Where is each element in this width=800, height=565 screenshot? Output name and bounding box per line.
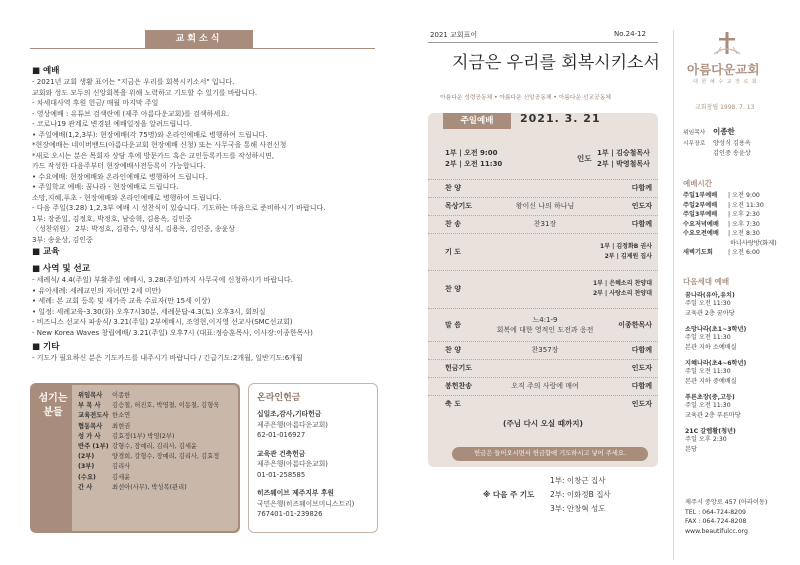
worship-time-row: [683, 229, 777, 239]
closing-note: (주님 다시 오실 때까지): [503, 419, 583, 428]
section-title: ■ 교육: [32, 247, 60, 257]
next-gen-name: 꿈나라(유아,유치): [685, 292, 735, 299]
next-gen-item: [685, 324, 746, 352]
next-gen-line: 본관 지하 소예배실: [685, 343, 737, 351]
news-line: - 영상예배 : 유튜브 검색란에 (제주 아름다운교회)를 검색하세요.: [32, 109, 230, 118]
server-row: [78, 462, 219, 472]
server-names: 김세윤: [112, 473, 131, 481]
server-role: 간 사: [78, 483, 93, 491]
news-line: - 비즈니스 선교사 파송식/ 3.21(주일) 2부예배시, 조영현,이지영 선교사(SMC선교회): [32, 318, 293, 326]
server-row: [78, 422, 219, 432]
next-week-prayer-item: 3부: 안창혁 성도: [550, 504, 606, 513]
denomination: 대 한 예 수 교 장 로 회: [693, 79, 758, 85]
news-line: *새로 오시는 분은 목회자 상담 후에 방문카드 혹은 교인등록카드를 작성하시면,: [32, 151, 275, 160]
next-gen-line: 주일 오후 2:30: [685, 436, 727, 443]
service-times: [445, 148, 502, 170]
news-line: • 세례: 본 교회 등록 및 새가족 교육 수료자(만 15세 이상): [32, 297, 211, 305]
worship-time-name: 주일2부예배: [683, 201, 718, 209]
order-leader-line: 1부 | 은혜소리 찬양대: [592, 280, 652, 287]
server-row: [78, 401, 219, 411]
order-label: 찬 송: [445, 220, 461, 228]
order-leader: [593, 279, 652, 299]
server-row: [78, 483, 219, 493]
slogans: 아름다운 성령공동체 • 아름다운 신앙공동체 • 아름다운 선교공동체: [440, 95, 611, 101]
server-row: [78, 473, 219, 483]
order-label: 찬 양: [445, 346, 461, 354]
news-line: • 수요예배: 현장예배와 온라인예배로 병행하여 드립니다.: [32, 172, 208, 181]
next-gen-list: [685, 290, 746, 460]
order-leader-line: 다함께: [631, 184, 652, 192]
next-gen-title: 다음세대 예배: [683, 277, 730, 286]
contact-line: TEL : 064-724-8209: [685, 508, 746, 516]
service-leader: 1부 | 김승철목사: [597, 149, 650, 157]
server-names: 김승철, 허진호, 박영철, 이동철, 김형욱: [112, 402, 220, 410]
giving-block: [257, 409, 354, 441]
news-line: 카드 작성한 다음주부터 현장예배사전등록이 가능합니다.: [32, 162, 206, 170]
leader-label: 인도: [577, 154, 592, 163]
worship-time-row: [683, 239, 777, 249]
server-role: (수요): [78, 473, 96, 481]
pastor-row: [683, 139, 751, 150]
order-content-line: 오직 주의 사랑에 매여: [511, 382, 579, 390]
giving-line: 767401-01-239826: [257, 510, 323, 518]
next-gen-item: [685, 426, 746, 454]
contact-line: 제주시 중앙로 457 (아라이동): [685, 499, 768, 506]
order-leader-line: 1부 | 김정화B 권사: [600, 242, 652, 250]
order-leader-line: 2부 | 김제원 집사: [604, 252, 652, 260]
order-leader: [600, 242, 652, 262]
next-gen-line: 교육관 2층 푸른마당: [685, 411, 741, 419]
giving-block-title: 히즈웨이브 제주지부 후원: [257, 489, 334, 497]
worship-time-row: [683, 210, 777, 220]
service-leaders: [597, 148, 650, 170]
next-gen-line: 본당: [685, 445, 697, 453]
giving-block-title: 교육관 건축헌금: [257, 449, 306, 458]
page-title: 지금은 우리를 회복시키소서: [452, 53, 660, 73]
order-label: 목상기도: [445, 202, 473, 210]
divider: [673, 30, 674, 560]
order-leader: [632, 399, 652, 409]
worship-time-name: 수요저녁예배: [683, 220, 719, 228]
order-label: 말 씀: [445, 320, 461, 329]
worship-time-value: | 오전 8:30: [728, 230, 760, 237]
pastor-role: 위임목사: [683, 130, 706, 136]
server-names: 이종한: [112, 392, 131, 399]
order-label: 봉헌찬송: [445, 382, 473, 390]
news-section: [32, 245, 59, 258]
news-line: 〈성찬위원〉 2부: 박정호, 김광수, 양성식, 김용옥, 김인중, 송윤상: [32, 225, 236, 233]
server-row: [78, 452, 219, 462]
next-gen-name: 소망나라(초1~3학년): [685, 326, 747, 333]
giving-block-title: 십일조,감사,기타헌금: [257, 410, 322, 418]
order-content: [470, 201, 620, 211]
order-row: [428, 395, 658, 413]
order-leader: [632, 363, 652, 373]
server-names: 김리사: [112, 463, 131, 471]
service-date: 2021. 3. 21: [520, 112, 601, 125]
news-section: [32, 340, 303, 364]
worship-time-name: 주일1부예배: [683, 192, 718, 199]
order-content: [470, 219, 620, 229]
section-title: ■ 기타: [32, 342, 60, 352]
worship-times: [683, 191, 777, 258]
order-content: [470, 381, 620, 391]
news-line: 1부: 장준일, 김정호, 박정호, 남승혁, 김용옥, 김인중: [32, 214, 192, 223]
pastor-names: 양성식 김용옥: [713, 139, 751, 147]
news-line: 소망,지혜,푸초 - 현장예배와 온라인예배로 병행하여 드립니다.: [32, 193, 222, 202]
order-leader: [632, 201, 652, 211]
news-section: [32, 64, 325, 245]
servers-title: 섬기는 분들: [38, 393, 68, 418]
order-content-line: 왕이신 나의 하나님: [515, 202, 575, 210]
giving-block: [257, 449, 354, 481]
news-header: 교회소식: [145, 30, 253, 48]
pastor-role: 시무장로: [683, 140, 706, 147]
order-content-line: 회복에 대한 영적인 도전과 응전: [496, 325, 594, 334]
year-motto-label: 2021 교회표어: [430, 31, 478, 39]
news-line: - 2021년 교회 생활 표어는 "지금은 우리를 회복시키소서" 입니다.: [32, 78, 235, 86]
contact-line: FAX : 064-724-8208: [685, 518, 747, 525]
order-leader-line: 인도자: [631, 364, 652, 372]
next-gen-line: 주일 오전 11:30: [685, 300, 731, 307]
pastor-row: [683, 149, 751, 159]
pastor-row: [683, 127, 751, 139]
order-content-line: 느4:1-9: [532, 315, 558, 324]
server-role: (2부): [78, 453, 95, 461]
server-role: 성 가 사: [78, 432, 101, 440]
contact-line: www.beautifulcc.org: [685, 527, 748, 535]
worship-time-value: | 오전 11:30: [728, 201, 764, 209]
service-leader: 2부 | 박영철목사: [597, 160, 650, 168]
order-label: 기 도: [445, 247, 461, 256]
pastor-list: [683, 127, 751, 159]
news-section: [32, 262, 313, 338]
order-label: 축 도: [445, 400, 461, 408]
worship-time-value: | 오후 2:30: [728, 211, 760, 218]
worship-time-name: 새벽기도회: [683, 249, 713, 256]
giving-line: 국민은행(히즈웨이브미니스트리): [257, 499, 355, 508]
divider: [428, 42, 658, 43]
worship-time-row: [683, 201, 777, 211]
order-leader-line: 2부 | 사랑소리 찬양대: [592, 290, 652, 297]
news-line: - 세례식/ 4.4(주일) 부활주일 예배시, 3.28(주일)까지 사무국에 신청하시기 바랍니다.: [32, 276, 293, 284]
server-names: 최선아(사무), 박성복(관리): [112, 483, 187, 491]
worship-time-value: 하나사랑방(화제): [728, 239, 777, 247]
order-leader: [632, 345, 652, 355]
issue-number: No.24-12: [614, 30, 646, 38]
server-row: [78, 442, 219, 452]
order-row: [428, 179, 658, 197]
giving-line: 01-01-258585: [257, 470, 306, 479]
order-leader-line: 다함께: [631, 346, 652, 354]
news-line: 교회와 성도 모두의 신앙회복을 위해 노력하고 기도할 수 있기를 바랍니다.: [32, 88, 258, 97]
news-line: • 주일학교 예배: 꿈나라 - 현장예배로 드립니다.: [32, 183, 179, 191]
server-role: 반주 (1부): [78, 443, 109, 451]
worship-time-value: | 오전 9:00: [728, 192, 760, 199]
next-gen-line: 주일 오전 11:30: [685, 368, 731, 375]
order-label: 찬 양: [445, 285, 461, 293]
contact-info: [685, 498, 767, 536]
news-line: - 기도가 필요하신 분은 기도카드를 내주시기 바랍니다 / 긴급기도:2개월, 일반기도:6개월: [32, 354, 303, 362]
next-gen-line: 주일 오전 11:30: [685, 402, 731, 409]
giving-list: [257, 409, 354, 528]
order-label: 헌금기도: [445, 364, 473, 372]
order-leader-line: 다함께: [631, 220, 652, 228]
section-title: ■ 예배: [32, 66, 60, 76]
pastor-names: 김인중 송윤상: [713, 150, 751, 157]
server-names: 김효정(1부) 박영(2부): [112, 432, 175, 440]
next-week-prayer-list: [550, 474, 611, 516]
worship-time-value: | 오후 7:30: [728, 220, 760, 228]
service-tag: 주일예배: [443, 113, 511, 129]
service-time: 1부 | 오전 9:00: [445, 149, 498, 157]
next-gen-name: 푸른초장(중,고등): [685, 394, 735, 401]
next-gen-item: [685, 392, 746, 420]
worship-time-row: [683, 191, 777, 201]
news-line: - New Korea Waves 창립예배/ 3.21(주일) 오후7시 (대표:정승훈목사, 이사장:이종한목사): [32, 328, 313, 337]
online-giving-title: 온라인헌금: [257, 393, 301, 403]
news-line: - 차세대사역 후원 헌금/ 매월 마지막 주일: [32, 99, 159, 107]
news-line: • 일정: 세례교육-3.30(화) 오후7시30분, 세례문답-4.3(토) 오후3시, 회의실: [32, 307, 266, 316]
news-line: • 주일예배(1,2,3부): 현장예배(각 75명)와 온라인예배로 병행하여 드립니다.: [32, 130, 268, 139]
order-leader-line: 인도자: [631, 202, 652, 210]
giving-line: 제주은행(아름다운교회): [257, 460, 328, 468]
server-names: 양경희, 강형수, 장예리, 김리사, 김효정: [112, 453, 220, 461]
section-title: ■ 사역 및 선교: [32, 264, 90, 274]
offering-note: 헌금은 들어오시면서 헌금함에 기도하시고 넣어 주세요.: [452, 447, 648, 461]
order-content: [470, 345, 620, 355]
news-line: 3부: 송윤상, 김인중: [32, 235, 93, 244]
server-role: 협동목사: [78, 422, 103, 430]
worship-times-title: 예배시간: [683, 179, 712, 188]
order-leader-line: 다함께: [631, 382, 652, 390]
order-leader-line: 인도자: [631, 400, 652, 408]
server-names: 강형수, 장예리, 김리사, 김세윤: [112, 443, 198, 451]
next-gen-name: 지혜나라(초4~6학년): [685, 360, 747, 367]
next-gen-line: 본관 지하 중예배실: [685, 377, 737, 385]
next-week-prayer-label: ※ 다음 주 기도: [483, 490, 535, 499]
server-role: (3부): [78, 463, 95, 471]
order-leader: [632, 183, 652, 193]
next-gen-line: 교육관 2층 꿈아당: [685, 309, 735, 317]
news-line: *현장예배는 네이버밴드(아름다운교회 현장예배 신청) 또는 사무국을 통해 사전신청: [32, 141, 287, 149]
server-row: [78, 391, 219, 401]
order-leader: [618, 320, 652, 330]
next-gen-item: [685, 358, 746, 386]
order-content-line: 찬357장: [531, 346, 559, 354]
next-week-prayer-item: 2부: 이화정B 집사: [550, 490, 611, 499]
worship-time-row: [683, 220, 777, 230]
server-names: 한소연: [112, 412, 131, 420]
order-content-line: 찬31장: [533, 220, 557, 228]
server-row: [78, 411, 219, 421]
worship-time-row: [683, 248, 777, 258]
giving-block: [257, 488, 354, 520]
next-gen-item: [685, 290, 746, 318]
founded-date: 교회창립 1998. 7. 13: [695, 104, 755, 111]
next-week-prayer-item: 1부: 이창근 집사: [550, 476, 606, 485]
divider: [30, 48, 375, 49]
order-leader: [632, 219, 652, 229]
pastor-names: 이종한: [713, 127, 735, 136]
server-row: [78, 432, 219, 442]
next-gen-name: 21C 갈렙활(청년): [685, 428, 736, 435]
order-leader-line: 이종한목사: [618, 320, 652, 329]
order-content: [470, 315, 620, 335]
server-role: 교육전도사: [78, 412, 109, 420]
server-names: 최현권: [112, 422, 131, 430]
news-line: - 다음 주일(3.28) 1,2,3부 예배 시 성찬식이 있습니다. 기도하는 마음으로 준비하시기 바랍니다.: [32, 204, 326, 212]
order-leader: [632, 381, 652, 391]
worship-time-name: 수요오전예배: [683, 230, 719, 237]
service-time: 2부 | 오전 11:30: [445, 160, 503, 168]
order-label: 찬 양: [445, 184, 461, 192]
servers-rows: [78, 391, 219, 493]
giving-line: 62-01-016927: [257, 431, 306, 439]
giving-line: 제주은행(아름다운교회): [257, 420, 328, 429]
worship-time-value: | 오전 6:00: [728, 249, 760, 256]
news-line: - 코로나19 관계로 변경된 예배일정을 알려드립니다.: [32, 120, 193, 128]
church-cross-logo-icon: [712, 30, 742, 56]
server-role: 부 목 사: [78, 402, 101, 410]
news-line: • 유아세례: 세례교인의 자녀(만 2세 미만): [32, 286, 161, 295]
church-name: 아름다운교회: [687, 62, 760, 77]
worship-time-name: 주일3부예배: [683, 211, 718, 218]
server-role: 위임목사: [78, 392, 103, 399]
next-gen-line: 주일 오전 11:30: [685, 334, 731, 341]
